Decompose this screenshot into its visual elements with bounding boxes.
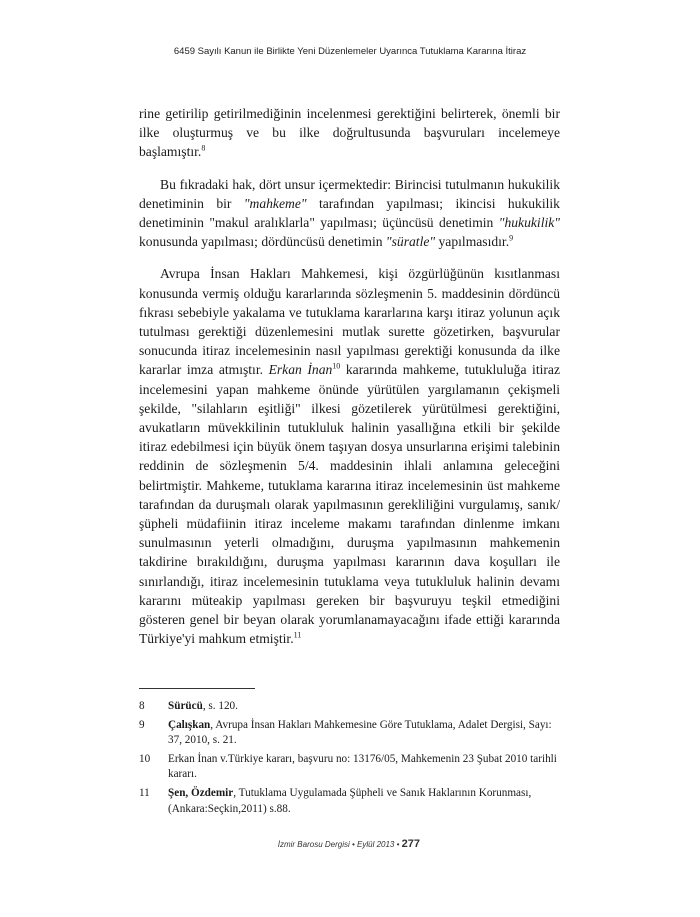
- footnote-text: Çalışkan, Avrupa İnsan Hakları Mahkemesine Göre Tutuklama, Adalet Dergisi, Sayı: 37, 2010, s. 21.: [168, 718, 552, 747]
- footnote-ref-8[interactable]: 8: [201, 143, 206, 153]
- footnote-number: 8: [139, 700, 145, 712]
- footnote-text: Sürücü, s. 120.: [168, 700, 238, 712]
- footnote-number: 11: [139, 786, 150, 799]
- page-footer: [0, 838, 420, 850]
- footnote-ref-11[interactable]: 11: [293, 630, 302, 640]
- emphasis-mahkeme: "mahkeme": [243, 195, 307, 211]
- paragraph-2: Bu fıkradaki hak, dört unsur içermektedir: Birincisi tutulmanın hukukilik denetiminin bir "mahkeme" tarafından yapılması; ikincisi hukukilik denetiminin "makul aralıklarla" yapılması; üçüncüsü denetimin "hukukilik" konusunda yapılması; dördüncüsü denetimin "süratle" yapılmasıdır.$^9$: [139, 176, 560, 250]
- footnote-number: 10: [139, 752, 151, 765]
- footnotes: [139, 699, 560, 820]
- page-number: 277: [401, 838, 420, 850]
- footnote-ref-9[interactable]: 9: [509, 233, 514, 243]
- footnote-10: [139, 752, 560, 783]
- footnote-number: 9: [139, 718, 145, 731]
- paragraph-1: rine getirilip getirilmediğinin incelenmesi gerektiğini belirterek, önemli bir ilke oluşturmuş ve bu ilke doğrultusunda başvuruları incelemeye başlamıştır.$^8$: [139, 106, 560, 160]
- footnote-ref-10[interactable]: 10: [332, 361, 341, 371]
- footnote-divider: [139, 688, 255, 689]
- footnote-8: [139, 699, 560, 715]
- footnote-9: [139, 718, 560, 749]
- running-header: 6459 Sayılı Kanun ile Birlikte Yeni Düzenlemeler Uyarınca Tutuklama Kararına İtiraz: [173, 46, 527, 57]
- emphasis-suratle: "süratle": [385, 234, 436, 250]
- journal-name: İzmir Barosu Dergisi • Eylül 2013 •: [277, 840, 400, 849]
- footnote-text: Erkan İnan v.Türkiye kararı, başvuru no: 13176/05, Mahkemenin 23 Şubat 2010 tarihli kararı.: [168, 752, 557, 781]
- emphasis-hukukilik: "hukukilik": [498, 215, 560, 231]
- emphasis-case-name: Erkan İnan: [268, 362, 333, 378]
- footnote-11: [139, 786, 560, 817]
- paragraph-3: Avrupa İnsan Hakları Mahkemesi, kişi özgürlüğünün kısıtlanması konusunda vermiş olduğu kararlarında sözleşmenin 5. maddesinin dördüncü fıkrası sebebiyle yakalama ve tutuklama kararlarına karşı itiraz yolunun açık tutulması gerektiği düzenlemesini mutlak surette gözetirken, başvurular sonucunda itiraz incelemesinin nasıl yapılması gerektiği konusunda da ilke kararlar imza atmıştır. Erkan İnan$^{10}$ kararında mahkeme, tutukluluğa itiraz incelemesini yapan mahkeme önünde yürütülen yargılamanın çekişmeli şekilde, "silahların eşitliği" ilkesi gözetilerek yürütülmesi gerektiğini, avukatların müvekkilinin tutukluluk halinin yasallığına etkili bir şekilde itiraz edebilmesi için büyük önem taşıyan dosya unsurlarına erişimi talebinin reddinin de sözleşmenin 5/4. maddesinin ihlali anlamına geleceğini belirtmiştir. Mahkeme, tutuklama kararına itiraz incelemesinin üst mahkeme tarafından da duruşmalı olarak yapılmasının gerekliliğini vurgulamış, sanık/şüpheli müdafiinin itiraz inceleme makamı tarafından dinlenme imkanı sunulmasının yeterli olmadığını, duruşma yapılmasının mahkemenin takdirine bırakıldığını, duruşma yapılması kararının dava koşulları ile sınırlandığı, itiraz incelemesinin tutuklama veya tutukluluk halinin devamı kararını müteakip yapılması gereken bir başvuruyu teşkil etmediğini gösteren genel bir beyan olarak yorumlanamayacağını ifade ettiği kararında Türkiye'yi mahkum etmiştir.$^{11}$: [139, 266, 560, 647]
- body-text: [139, 104, 560, 661]
- footnote-text: Şen, Özdemir, Tutuklama Uygulamada Şüpheli ve Sanık Haklarının Korunması, (Ankara:Seçkin,2011) s.88.: [168, 786, 532, 815]
